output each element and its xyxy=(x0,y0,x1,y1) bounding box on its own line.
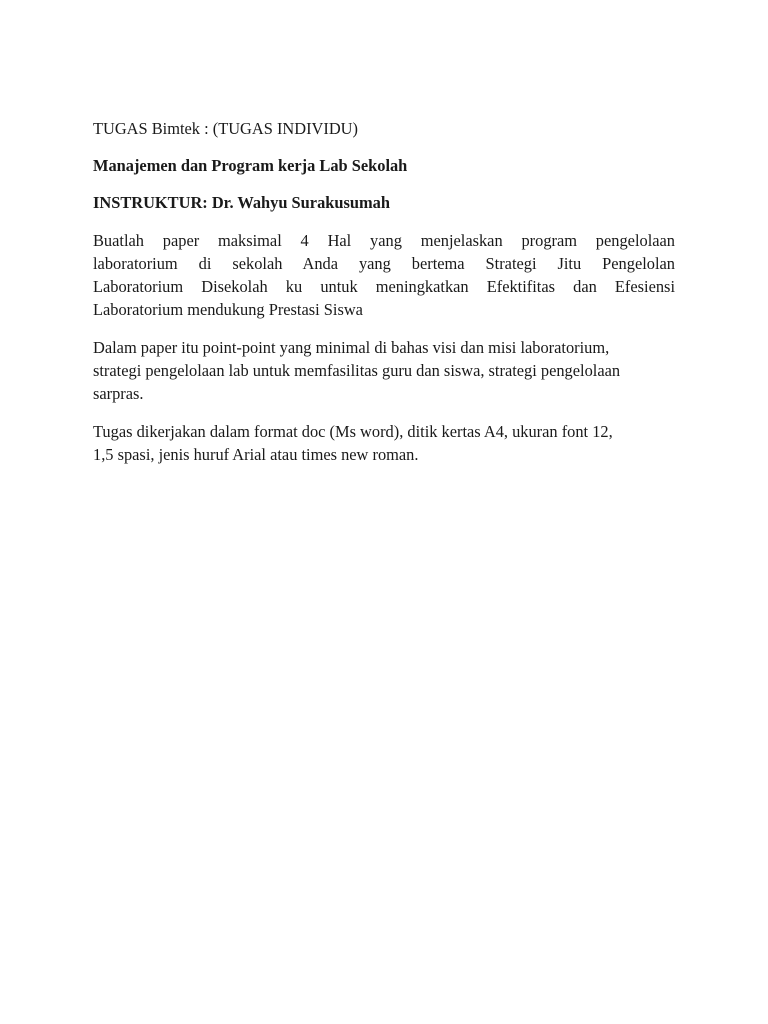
task-heading: TUGAS Bimtek : (TUGAS INDIVIDU) xyxy=(93,119,358,138)
paragraph-line: Buatlah paper maksimal 4 Hal yang menjelaskan program pengelolaan xyxy=(93,231,675,250)
paragraph-line: strategi pengelolaan lab untuk memfasilitas guru dan siswa, strategi pengelolaan xyxy=(93,361,621,380)
paragraph-line: Dalam paper itu point-point yang minimal di bahas visi dan misi laboratorium, xyxy=(93,338,610,357)
instructor-heading: INSTRUKTUR: Dr. Wahyu Surakusumah xyxy=(93,193,390,212)
paragraph-line: 1,5 spasi, jenis huruf Arial atau times new roman. xyxy=(93,445,419,464)
paragraph-line: Laboratorium Disekolah ku untuk meningkatkan Efektifitas dan Efesiensi xyxy=(93,277,675,296)
format-requirements-paragraph xyxy=(93,420,675,466)
paragraph-line: Tugas dikerjakan dalam format doc (Ms word), ditik kertas A4, ukuran font 12, xyxy=(93,422,613,441)
paragraph-line: laboratorium di sekolah Anda yang bertema Strategi Jitu Pengelolan xyxy=(93,254,675,273)
content-requirements-paragraph xyxy=(93,336,675,405)
paragraph-line: Laboratorium mendukung Prestasi Siswa xyxy=(93,300,363,319)
topic-heading: Manajemen dan Program kerja Lab Sekolah xyxy=(93,156,408,175)
document-body xyxy=(93,118,675,481)
instruction-paragraph xyxy=(93,229,675,321)
paragraph-line: sarpras. xyxy=(93,384,144,403)
